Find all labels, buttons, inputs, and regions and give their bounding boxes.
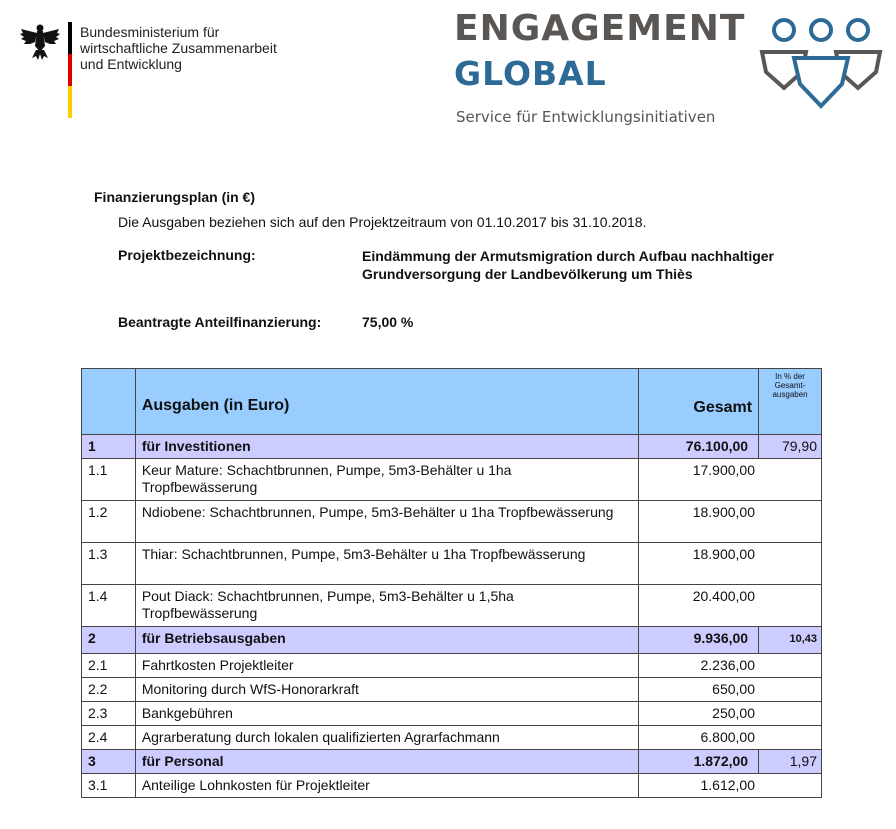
- row-total: 1.872,00: [639, 750, 759, 774]
- german-flag-bar: [68, 22, 72, 118]
- ministry-name-line: und Entwicklung: [80, 56, 182, 72]
- table-row: [82, 654, 822, 678]
- table-row: [82, 585, 822, 627]
- row-description: Thiar: Schachtbrunnen, Pumpe, 5m3-Behälter u 1ha Tropfbewässerung: [135, 543, 639, 585]
- header-total-cell: [639, 369, 759, 435]
- row-number: 2.3: [82, 702, 136, 726]
- brand-subtitle: Service für Entwicklungsinitiativen: [456, 108, 716, 126]
- category-row: [82, 627, 822, 654]
- row-total: 17.900,00: [639, 459, 822, 501]
- row-percent: 1,97: [759, 750, 822, 774]
- row-description: für Betriebsausgaben: [135, 627, 639, 654]
- row-description: Fahrtkosten Projektleiter: [135, 654, 639, 678]
- row-total: 2.236,00: [639, 654, 822, 678]
- row-total: 20.400,00: [639, 585, 822, 627]
- row-total: 18.900,00: [639, 501, 822, 543]
- table-row: [82, 774, 822, 798]
- row-number: 1.4: [82, 585, 136, 627]
- header-desc-cell: [135, 369, 639, 435]
- row-description: Bankgebühren: [135, 702, 639, 726]
- row-description: Ndiobene: Schachtbrunnen, Pumpe, 5m3-Behälter u 1ha Tropfbewässerung: [135, 501, 639, 543]
- row-percent: 79,90: [759, 435, 822, 459]
- header-pct: In % der Gesamt-ausgaben: [772, 372, 808, 399]
- project-value: Eindämmung der Armutsmigration durch Aufbau nachhaltiger Grundversorgung der Landbevölkerung um Thiès: [362, 248, 774, 282]
- row-number: 1.2: [82, 501, 136, 543]
- project-label: Projektbezeichnung:: [118, 247, 256, 263]
- row-total: 650,00: [639, 678, 822, 702]
- share-value: 75,00 %: [362, 314, 414, 330]
- row-description: Agrarberatung durch lokalen qualifizierten Agrarfachmann: [135, 726, 639, 750]
- header-desc: Ausgaben (in Euro): [141, 397, 290, 414]
- table-body: [82, 435, 822, 798]
- table-row: [82, 678, 822, 702]
- row-description: Monitoring durch WfS-Honorarkraft: [135, 678, 639, 702]
- row-total: 6.800,00: [639, 726, 822, 750]
- row-number: 2: [82, 627, 136, 654]
- ministry-name-line: wirtschaftliche Zusammenarbeit: [80, 40, 277, 56]
- row-total: 1.612,00: [639, 774, 822, 798]
- row-description: für Personal: [135, 750, 639, 774]
- row-description: Pout Diack: Schachtbrunnen, Pumpe, 5m3-Behälter u 1,5ha Tropfbewässerung: [135, 585, 639, 627]
- header-total: Gesamt: [693, 399, 753, 416]
- row-description: für Investitionen: [135, 435, 639, 459]
- ministry-name: [80, 24, 277, 72]
- row-number: 2.1: [82, 654, 136, 678]
- table-row: [82, 543, 822, 585]
- brand-line-2: GLOBAL: [454, 54, 607, 93]
- table-row: [82, 702, 822, 726]
- category-row: [82, 750, 822, 774]
- brand-line-1: ENGAGEMENT: [454, 8, 746, 49]
- row-total: 18.900,00: [639, 543, 822, 585]
- row-number: 2.2: [82, 678, 136, 702]
- row-description: Anteilige Lohnkosten für Projektleiter: [135, 774, 639, 798]
- ministry-header: [18, 22, 318, 122]
- table-header-row: [82, 369, 822, 435]
- share-label: Beantragte Anteilfinanzierung:: [118, 314, 322, 330]
- row-number: 2.4: [82, 726, 136, 750]
- row-total: 250,00: [639, 702, 822, 726]
- header-pct-cell: [759, 369, 822, 435]
- row-description: Keur Mature: Schachtbrunnen, Pumpe, 5m3-Behälter u 1ha Tropfbewässerung: [135, 459, 639, 501]
- period-text: Die Ausgaben beziehen sich auf den Projektzeitraum von 01.10.2017 bis 31.10.2018.: [118, 214, 647, 230]
- ministry-name-line: Bundesministerium für: [80, 24, 220, 40]
- header-num-cell: [82, 369, 136, 435]
- people-group-icon: [756, 14, 886, 114]
- row-number: 1: [82, 435, 136, 459]
- table-row: [82, 726, 822, 750]
- category-row: [82, 435, 822, 459]
- federal-eagle-icon: [18, 22, 62, 62]
- table-row: [82, 501, 822, 543]
- row-total: 9.936,00: [639, 627, 759, 654]
- row-number: 3: [82, 750, 136, 774]
- row-number: 1.1: [82, 459, 136, 501]
- expense-table: [81, 368, 822, 798]
- row-number: 3.1: [82, 774, 136, 798]
- engagement-global-logo: [454, 8, 894, 138]
- row-percent: 10,43: [759, 627, 822, 654]
- plan-title: Finanzierungsplan (in €): [94, 189, 256, 205]
- row-number: 1.3: [82, 543, 136, 585]
- row-total: 76.100,00: [639, 435, 759, 459]
- table-row: [82, 459, 822, 501]
